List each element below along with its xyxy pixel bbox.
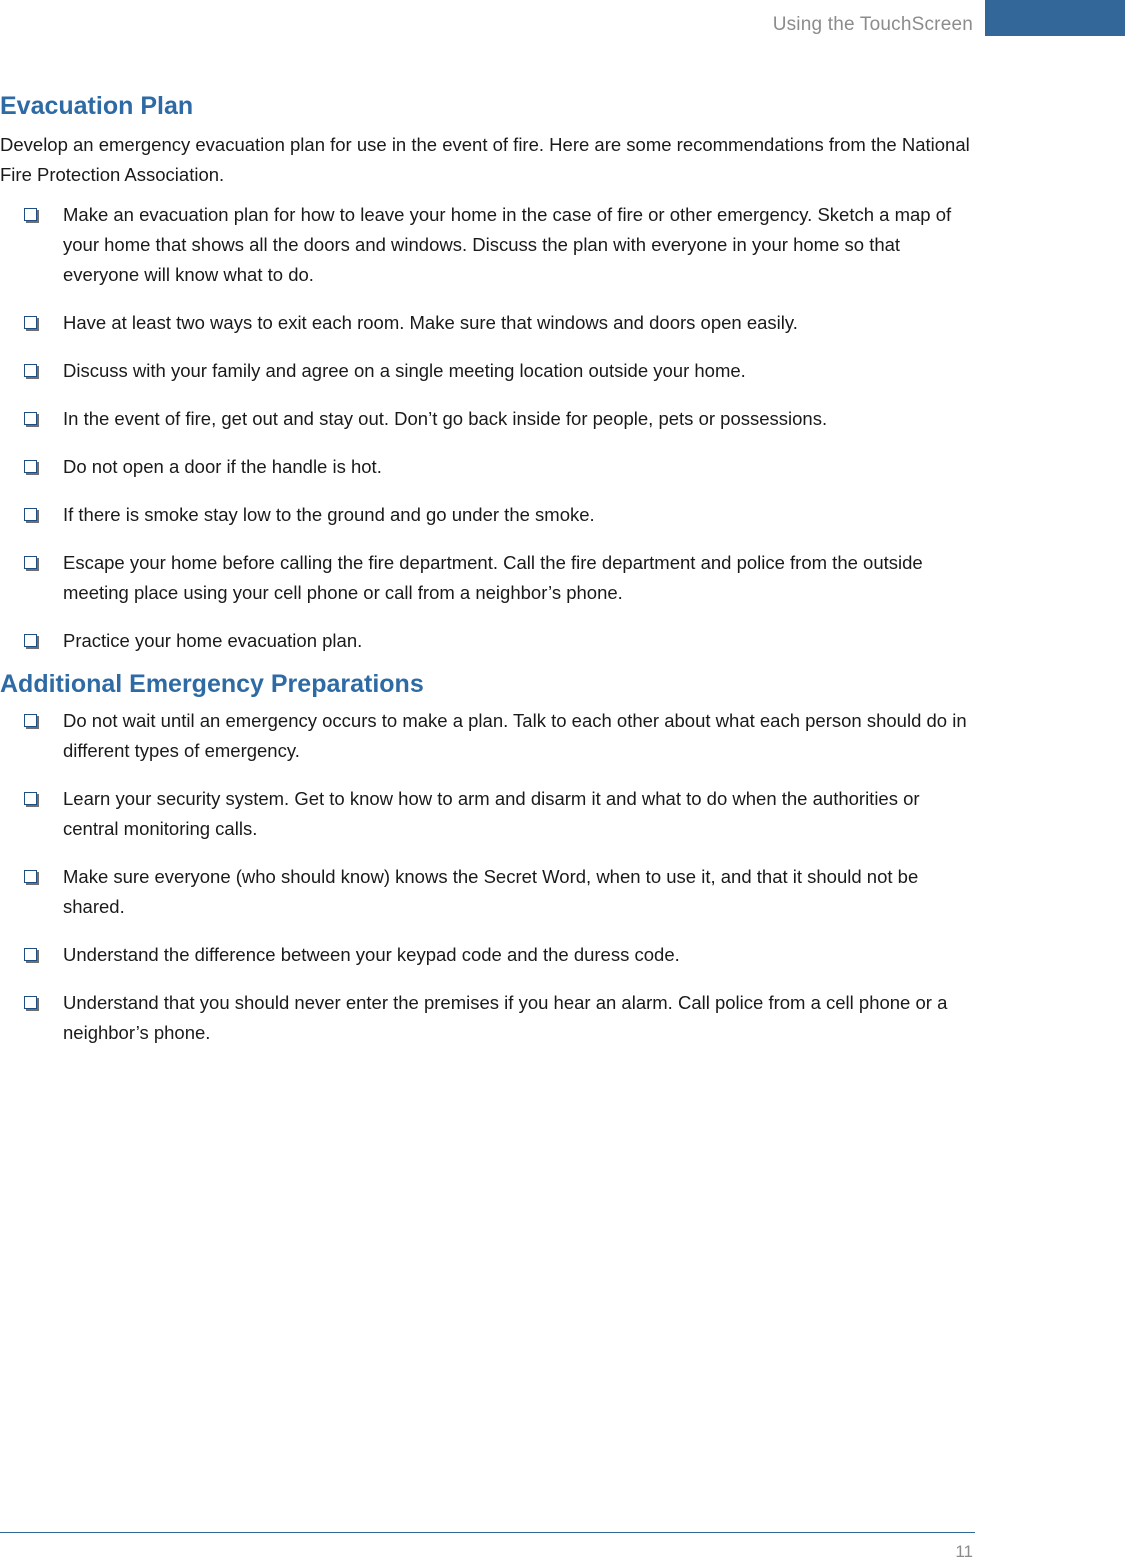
list-item-text: Do not open a door if the handle is hot. (63, 456, 382, 477)
list-item-text: Escape your home before calling the fire department. Call the fire department and police from the outside meeting place using your cell phone or call from a neighbor’s phone. (63, 552, 923, 603)
list-item-text: If there is smoke stay low to the ground and go under the smoke. (63, 504, 595, 525)
evacuation-checklist (0, 200, 980, 656)
list-item (0, 784, 980, 844)
emergency-preparations-heading: Additional Emergency Preparations (0, 670, 424, 698)
list-item-text: In the event of fire, get out and stay out. Don’t go back inside for people, pets or possessions. (63, 408, 828, 429)
evacuation-plan-heading: Evacuation Plan (0, 92, 194, 120)
checkbox-icon (24, 364, 37, 377)
list-item (0, 706, 980, 766)
checkbox-icon (24, 996, 37, 1009)
checkbox-icon (24, 316, 37, 329)
list-item (0, 500, 980, 530)
checkbox-icon (24, 508, 37, 521)
header-accent-bar (985, 0, 1125, 36)
page-number: 11 (955, 1542, 973, 1561)
list-item-text: Discuss with your family and agree on a single meeting location outside your home. (63, 360, 746, 381)
footer-divider (0, 1532, 975, 1533)
checkbox-icon (24, 792, 37, 805)
list-item (0, 940, 980, 970)
list-item-text: Make sure everyone (who should know) knows the Secret Word, when to use it, and that it should not be shared. (63, 866, 919, 917)
checkbox-icon (24, 870, 37, 883)
list-item (0, 862, 980, 922)
checkbox-icon (24, 208, 37, 221)
list-item (0, 988, 980, 1048)
list-item-text: Understand that you should never enter the premises if you hear an alarm. Call police from a cell phone or a neighbor’s phone. (63, 992, 948, 1043)
checkbox-icon (24, 948, 37, 961)
checkbox-icon (24, 634, 37, 647)
list-item-text: Make an evacuation plan for how to leave your home in the case of fire or other emergency. Sketch a map of your home that shows all the doors and windows. Discuss the plan with everyone in your home so that everyone will know what to do. (63, 204, 952, 285)
list-item (0, 356, 980, 386)
preparations-checklist (0, 706, 980, 1048)
checkbox-icon (24, 556, 37, 569)
page-content (0, 88, 980, 1066)
running-header: Using the TouchScreen (772, 14, 973, 35)
list-item (0, 626, 980, 656)
list-item (0, 404, 980, 434)
list-item-text: Do not wait until an emergency occurs to make a plan. Talk to each other about what each person should do in different types of emergency. (63, 710, 967, 761)
checkbox-icon (24, 460, 37, 473)
evacuation-intro: Develop an emergency evacuation plan for use in the event of fire. Here are some recommendations from the National Fire Protection Association. (0, 134, 970, 185)
checkbox-icon (24, 412, 37, 425)
list-item-text: Understand the difference between your keypad code and the duress code. (63, 944, 680, 965)
list-item (0, 308, 980, 338)
list-item (0, 452, 980, 482)
list-item-text: Have at least two ways to exit each room. Make sure that windows and doors open easily. (63, 312, 798, 333)
list-item (0, 200, 980, 290)
list-item-text: Practice your home evacuation plan. (63, 630, 363, 651)
checkbox-icon (24, 714, 37, 727)
list-item (0, 548, 980, 608)
list-item-text: Learn your security system. Get to know how to arm and disarm it and what to do when the authorities or central monitoring calls. (63, 788, 920, 839)
